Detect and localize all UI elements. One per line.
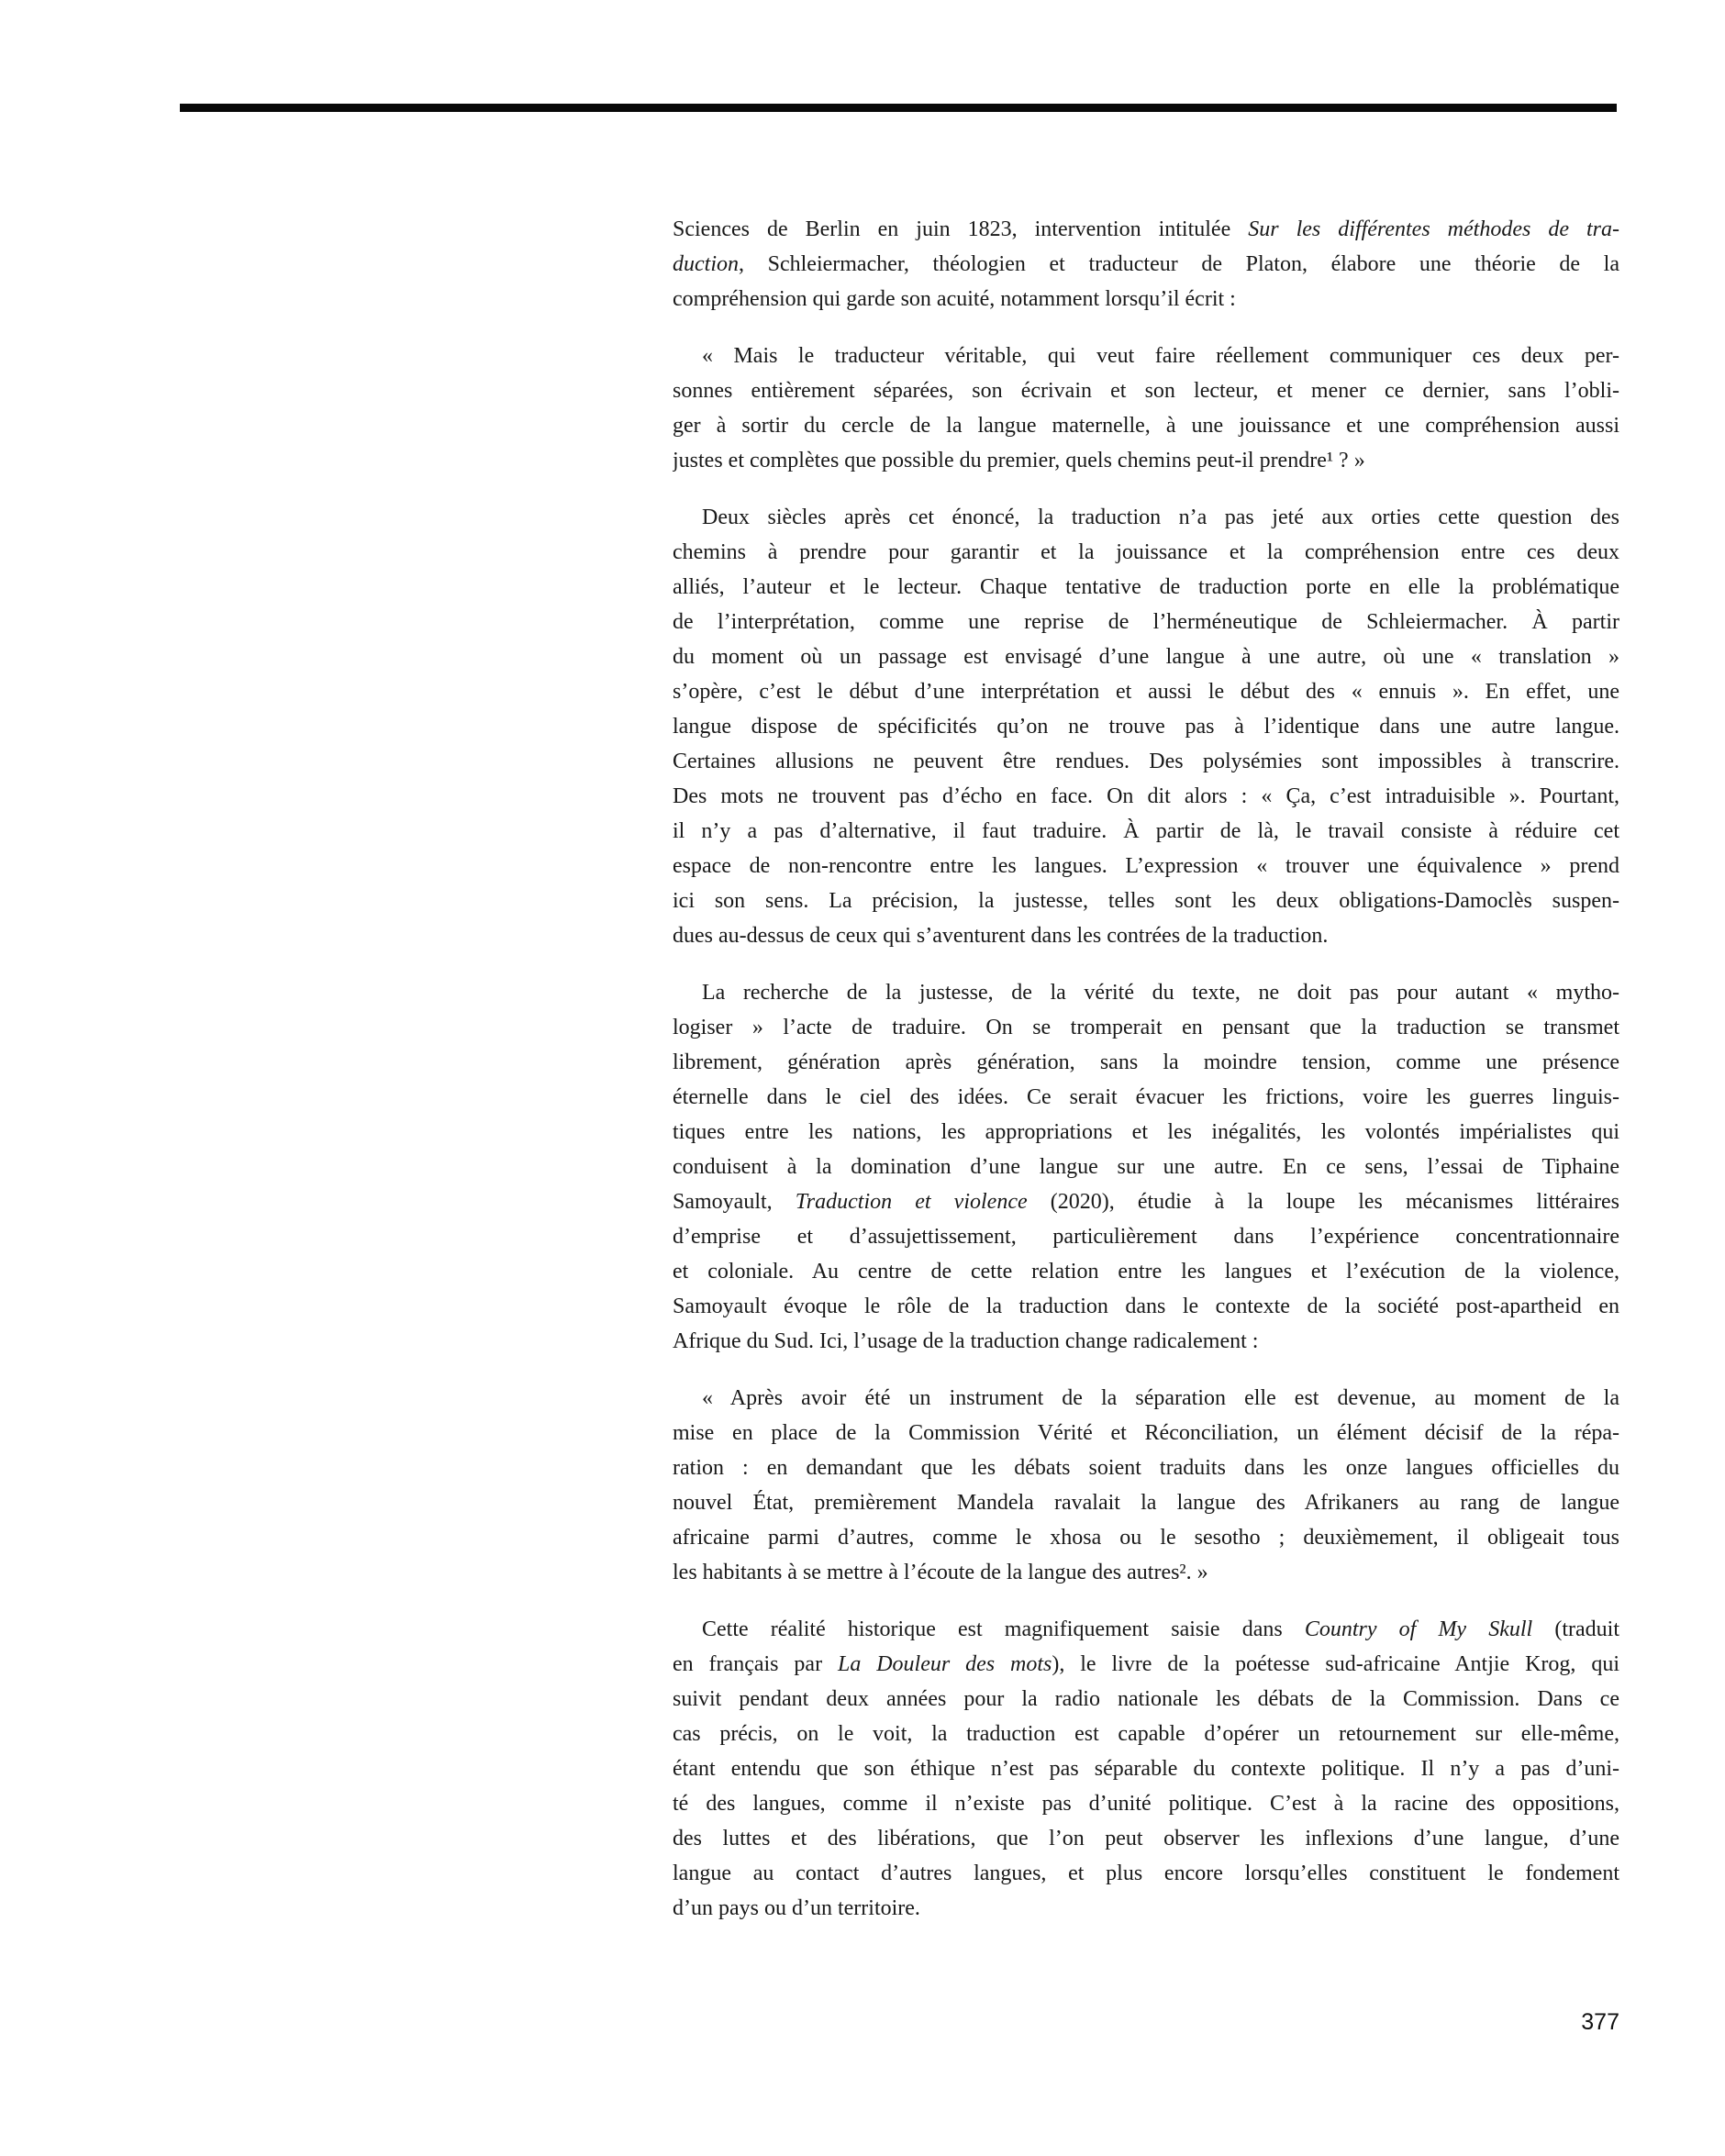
- text-line: [673, 814, 1619, 849]
- text-run: tiques entre les nations, les appropriations et les inégalités, les volontés impérialistes qui: [673, 1120, 1619, 1144]
- text-line: [673, 884, 1619, 918]
- quote-paragraph: [673, 339, 1619, 478]
- body-paragraph: [673, 500, 1619, 953]
- text-line: [673, 1717, 1619, 1751]
- text-run: ration : en demandant que les débats soient traduits dans les onze langues officielles du: [673, 1456, 1619, 1480]
- text-run: Samoyault,: [673, 1190, 796, 1214]
- text-run: librement, génération après génération, sans la moindre tension, comme une présence: [673, 1050, 1619, 1074]
- text-run: de l’interprétation, comme une reprise de l’herméneutique de Schleiermacher. À partir: [673, 610, 1619, 634]
- text-line: [673, 1891, 1619, 1926]
- text-run: « Mais le traducteur véritable, qui veut faire réellement communiquer ces deux per-: [702, 344, 1619, 368]
- text-run: justes et complètes que possible du premier, quels chemins peut-il prendre¹ ? »: [673, 449, 1365, 472]
- italic-text-run: La Douleur des mots: [837, 1652, 1052, 1676]
- text-line: [673, 1555, 1619, 1590]
- text-run: ici son sens. La précision, la justesse, telles sont les deux obligations-Damoclès suspen-: [673, 889, 1619, 913]
- text-line: [673, 1010, 1619, 1045]
- text-line: [673, 373, 1619, 408]
- text-run: Certaines allusions ne peuvent être rendues. Des polysémies sont impossibles à transcrire.: [673, 750, 1619, 773]
- text-line: [673, 1381, 1619, 1416]
- text-run: les habitants à se mettre à l’écoute de la langue des autres². »: [673, 1561, 1208, 1584]
- text-run: africaine parmi d’autres, comme le xhosa ou le sesotho ; deuxièmement, il obligeait tous: [673, 1526, 1619, 1550]
- italic-text-run: duction: [673, 252, 739, 276]
- text-line: [673, 339, 1619, 373]
- text-run: en français par: [673, 1652, 838, 1676]
- text-line: [673, 709, 1619, 744]
- text-run: logiser » l’acte de traduire. On se tromperait en pensant que la traduction se transmet: [673, 1016, 1619, 1039]
- text-run: et coloniale. Au centre de cette relation entre les langues et l’exécution de la violence,: [673, 1260, 1619, 1284]
- text-line: [673, 1080, 1619, 1115]
- text-run: , Schleiermacher, théologien et traducteur de Platon, élabore une théorie de la: [739, 252, 1619, 276]
- text-run: Deux siècles après cet énoncé, la traduction n’a pas jeté aux orties cette question des: [702, 506, 1619, 529]
- text-line: [673, 1520, 1619, 1555]
- text-run: (2020), étudie à la loupe les mécanismes littéraires: [1027, 1190, 1619, 1214]
- text-line: [673, 1184, 1619, 1219]
- header-rule: [180, 104, 1617, 112]
- text-line: [673, 212, 1619, 247]
- italic-text-run: Sur les différentes méthodes de tra-: [1248, 217, 1619, 241]
- text-line: [673, 674, 1619, 709]
- text-run: des luttes et des libérations, que l’on peut observer les inflexions d’une langue, d’une: [673, 1827, 1619, 1850]
- text-run: cas précis, on le voit, la traduction est capable d’opérer un retournement sur elle-même,: [673, 1722, 1619, 1746]
- text-line: [673, 500, 1619, 535]
- body-paragraph: [673, 212, 1619, 317]
- text-run: Des mots ne trouvent pas d’écho en face. On dit alors : « Ça, c’est intraduisible ». Pourtant,: [673, 784, 1619, 808]
- text-run: « Après avoir été un instrument de la séparation elle est devenue, au moment de la: [702, 1386, 1619, 1410]
- text-line: [673, 744, 1619, 779]
- text-line: [673, 1289, 1619, 1324]
- text-line: [673, 1045, 1619, 1080]
- text-line: [673, 1324, 1619, 1359]
- text-line: [673, 1219, 1619, 1254]
- text-line: [673, 535, 1619, 570]
- text-run: dues au-dessus de ceux qui s’aventurent dans les contrées de la traduction.: [673, 924, 1329, 948]
- text-line: [673, 1786, 1619, 1821]
- text-line: [673, 247, 1619, 282]
- text-run: ), le livre de la poétesse sud-africaine Antjie Krog, qui: [1052, 1652, 1619, 1676]
- text-run: langue au contact d’autres langues, et plus encore lorsqu’elles constituent le fondement: [673, 1861, 1619, 1885]
- text-line: [673, 1751, 1619, 1786]
- text-line: [673, 1612, 1619, 1647]
- page-number: 377: [1581, 2009, 1619, 2035]
- text-run: nouvel État, premièrement Mandela ravalait la langue des Afrikaners au rang de langue: [673, 1491, 1619, 1515]
- text-line: [673, 1115, 1619, 1150]
- text-run: langue dispose de spécificités qu’on ne trouve pas à l’identique dans une autre langue.: [673, 715, 1619, 739]
- text-line: [673, 849, 1619, 884]
- text-run: du moment où un passage est envisagé d’une langue à une autre, où une « translation »: [673, 645, 1619, 669]
- text-run: Samoyault évoque le rôle de la traduction dans le contexte de la société post-apartheid en: [673, 1295, 1619, 1318]
- text-run: éternelle dans le ciel des idées. Ce serait évacuer les frictions, voire les guerres linguis-: [673, 1085, 1619, 1109]
- text-line: [673, 918, 1619, 953]
- text-run: compréhension qui garde son acuité, notamment lorsqu’il écrit :: [673, 287, 1236, 311]
- text-run: ger à sortir du cercle de la langue maternelle, à une jouissance et une compréhension aussi: [673, 414, 1619, 438]
- text-run: sonnes entièrement séparées, son écrivain et son lecteur, et mener ce dernier, sans l’obli-: [673, 379, 1619, 403]
- italic-text-run: Traduction et violence: [795, 1190, 1028, 1214]
- text-run: Cette réalité historique est magnifiquement saisie dans: [702, 1617, 1305, 1641]
- text-run: alliés, l’auteur et le lecteur. Chaque tentative de traduction porte en elle la problématique: [673, 575, 1619, 599]
- body-paragraph: [673, 1612, 1619, 1926]
- text-line: [673, 408, 1619, 443]
- text-run: s’opère, c’est le début d’une interprétation et aussi le début des « ennuis ». En effet, une: [673, 680, 1619, 704]
- text-line: [673, 779, 1619, 814]
- italic-text-run: Country of My Skull: [1304, 1617, 1533, 1641]
- text-line: [673, 1856, 1619, 1891]
- text-line: [673, 443, 1619, 478]
- text-run: té des langues, comme il n’existe pas d’unité politique. C’est à la racine des oppositions,: [673, 1792, 1619, 1816]
- text-line: [673, 639, 1619, 674]
- text-line: [673, 975, 1619, 1010]
- page-text-column: [673, 212, 1619, 1926]
- text-line: [673, 1150, 1619, 1184]
- text-run: suivit pendant deux années pour la radio nationale les débats de la Commission. Dans ce: [673, 1687, 1619, 1711]
- text-line: [673, 1485, 1619, 1520]
- text-run: conduisent à la domination d’une langue sur une autre. En ce sens, l’essai de Tiphaine: [673, 1155, 1619, 1179]
- text-line: [673, 282, 1619, 317]
- text-line: [673, 1647, 1619, 1682]
- body-paragraph: [673, 975, 1619, 1359]
- text-line: [673, 1682, 1619, 1717]
- text-run: d’emprise et d’assujettissement, particulièrement dans l’expérience concentrationnaire: [673, 1225, 1619, 1249]
- text-run: La recherche de la justesse, de la vérité du texte, ne doit pas pour autant « mytho-: [702, 981, 1619, 1005]
- text-line: [673, 1254, 1619, 1289]
- text-run: (traduit: [1532, 1617, 1619, 1641]
- text-line: [673, 1416, 1619, 1450]
- text-run: il n’y a pas d’alternative, il faut traduire. À partir de là, le travail consiste à réduire cet: [673, 819, 1619, 843]
- text-run: mise en place de la Commission Vérité et Réconciliation, un élément décisif de la répa-: [673, 1421, 1619, 1445]
- text-line: [673, 1450, 1619, 1485]
- text-run: chemins à prendre pour garantir et la jouissance et la compréhension entre ces deux: [673, 540, 1619, 564]
- text-run: espace de non-rencontre entre les langues. L’expression « trouver une équivalence » prend: [673, 854, 1619, 878]
- text-run: Sciences de Berlin en juin 1823, intervention intitulée: [673, 217, 1249, 241]
- text-line: [673, 570, 1619, 605]
- text-line: [673, 1821, 1619, 1856]
- quote-paragraph: [673, 1381, 1619, 1590]
- text-line: [673, 605, 1619, 639]
- text-run: Afrique du Sud. Ici, l’usage de la traduction change radicalement :: [673, 1329, 1259, 1353]
- text-run: d’un pays ou d’un territoire.: [673, 1896, 920, 1920]
- text-run: étant entendu que son éthique n’est pas séparable du contexte politique. Il n’y a pas d’uni-: [673, 1757, 1619, 1781]
